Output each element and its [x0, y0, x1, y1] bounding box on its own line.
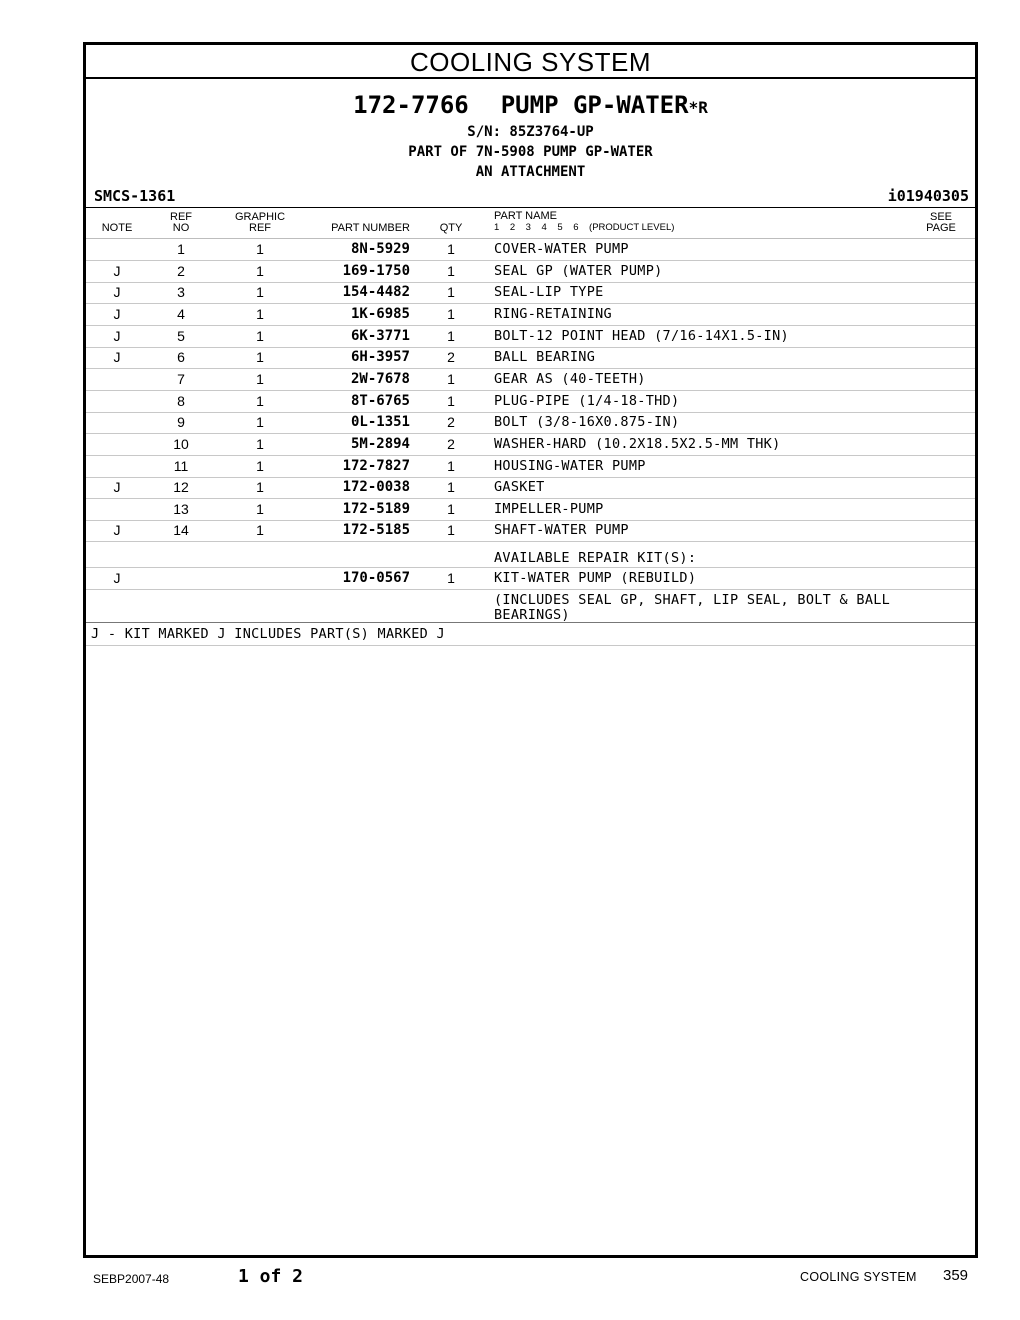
row-part-number: 172-5189 — [342, 500, 410, 517]
table-row — [86, 239, 975, 261]
table-row — [86, 326, 975, 348]
row-graphic-ref: 1 — [256, 392, 264, 409]
row-part-name: COVER-WATER PUMP — [494, 241, 629, 257]
row-qty: 1 — [447, 522, 455, 539]
row-qty: 1 — [447, 500, 455, 517]
table-row — [86, 412, 975, 434]
row-part-name: IMPELLER-PUMP — [494, 500, 604, 517]
row-ref-no: 8 — [177, 392, 185, 409]
header-part-name: PUMP GP-WATER — [500, 91, 689, 119]
table-row — [86, 369, 975, 391]
footer-document-number: SEBP2007-48 — [93, 1272, 170, 1286]
column-headers — [86, 209, 975, 239]
row-part-number: 6H-3957 — [350, 349, 410, 366]
kit-includes-row — [86, 590, 975, 623]
row-graphic-ref: 1 — [256, 500, 264, 517]
row-ref-no: 3 — [177, 284, 185, 301]
kit-heading-row — [86, 541, 975, 568]
row-ref-no: 6 — [177, 349, 185, 366]
row-part-name: SHAFT-WATER PUMP — [494, 522, 629, 539]
col-see-1: SEE — [929, 211, 952, 223]
illustration-id: i01940305 — [887, 187, 969, 205]
row-part-name: GEAR AS (40-TEETH) — [494, 370, 646, 387]
footer-page-count: 1 of 2 — [238, 1266, 304, 1287]
row-qty: 1 — [447, 284, 455, 301]
col-part-number: PART NUMBER — [331, 222, 410, 234]
col-see-2: PAGE — [926, 222, 956, 234]
row-part-name: GASKET — [494, 479, 545, 496]
smcs-code: SMCS-1361 — [94, 187, 176, 205]
row-qty: 1 — [447, 305, 455, 322]
row-graphic-ref: 1 — [256, 414, 264, 431]
row-ref-no: 1 — [177, 241, 185, 257]
table-row — [86, 499, 975, 521]
row-ref-no: 2 — [177, 262, 185, 279]
table-row — [86, 520, 975, 542]
row-note: J — [113, 522, 121, 539]
row-ref-no: 10 — [173, 435, 189, 452]
col-product-levels: 1 2 3 4 5 6 (PRODUCT LEVEL) — [494, 222, 675, 233]
row-graphic-ref: 1 — [256, 284, 264, 301]
kit-part-number: 170-0567 — [342, 570, 410, 586]
row-qty: 1 — [447, 327, 455, 344]
header-suffix: *R — [688, 98, 708, 117]
row-part-number: 169-1750 — [342, 262, 410, 279]
row-ref-no: 11 — [173, 457, 189, 474]
row-graphic-ref: 1 — [256, 522, 264, 539]
row-part-name: BOLT-12 POINT HEAD (7/16-14X1.5-IN) — [494, 327, 789, 344]
table-row — [86, 456, 975, 478]
table-row — [86, 347, 975, 369]
table-row — [86, 261, 975, 283]
row-qty: 1 — [447, 370, 455, 387]
header-title — [86, 91, 975, 122]
header-part-number: 172-7766 — [353, 91, 469, 119]
table-row — [86, 391, 975, 413]
row-ref-no: 4 — [177, 305, 185, 322]
kit-includes-1: (INCLUDES SEAL GP, SHAFT, LIP SEAL, BOLT & BALL — [494, 592, 891, 608]
kit-includes-2: BEARINGS) — [494, 607, 570, 623]
row-graphic-ref: 1 — [256, 305, 264, 322]
row-part-number: 5M-2894 — [350, 435, 410, 452]
row-part-number: 172-7827 — [342, 457, 410, 474]
table-row — [86, 434, 975, 456]
row-part-number: 172-5185 — [342, 522, 410, 539]
page-frame — [83, 42, 978, 1258]
row-qty: 2 — [447, 435, 455, 452]
row-graphic-ref: 1 — [256, 327, 264, 344]
row-graphic-ref: 1 — [256, 457, 264, 474]
row-note: J — [113, 327, 121, 344]
table-row — [86, 304, 975, 326]
row-note: J — [113, 479, 121, 496]
kit-row — [86, 568, 975, 590]
row-ref-no: 14 — [173, 522, 189, 539]
footer-section: COOLING SYSTEM — [800, 1270, 917, 1284]
row-graphic-ref: 1 — [256, 479, 264, 496]
row-qty: 1 — [447, 457, 455, 474]
row-note: J — [113, 262, 121, 279]
row-qty: 1 — [447, 241, 455, 257]
row-part-number: 2W-7678 — [350, 370, 410, 387]
footnote: J - KIT MARKED J INCLUDES PART(S) MARKED J — [91, 626, 445, 642]
row-qty: 2 — [447, 349, 455, 366]
row-part-name: BOLT (3/8-16X0.875-IN) — [494, 414, 680, 431]
row-graphic-ref: 1 — [256, 349, 264, 366]
row-graphic-ref: 1 — [256, 370, 264, 387]
footer-page-number: 359 — [943, 1267, 969, 1284]
col-part-name: PART NAME — [494, 210, 557, 222]
row-ref-no: 9 — [177, 414, 185, 431]
row-part-name: RING-RETAINING — [494, 305, 612, 322]
row-note: J — [113, 284, 121, 301]
row-note: J — [113, 305, 121, 322]
table-row — [86, 477, 975, 499]
col-qty: QTY — [439, 222, 463, 234]
row-note: J — [113, 349, 121, 366]
row-ref-no: 7 — [177, 370, 185, 387]
part-header — [86, 79, 975, 182]
footnote-row — [86, 623, 975, 646]
col-ref-1: REF — [170, 211, 192, 223]
kit-note: J — [113, 570, 121, 586]
row-part-number: 154-4482 — [342, 284, 410, 301]
table-row — [86, 282, 975, 304]
col-note: NOTE — [101, 222, 133, 234]
row-graphic-ref: 1 — [256, 262, 264, 279]
row-qty: 1 — [447, 392, 455, 409]
col-graphic-2: REF — [249, 222, 271, 234]
row-part-number: 6K-3771 — [350, 327, 410, 344]
row-part-number: 8T-6765 — [350, 392, 410, 409]
row-qty: 2 — [447, 414, 455, 431]
part-of: PART OF 7N-5908 PUMP GP-WATER — [408, 144, 653, 160]
row-qty: 1 — [447, 262, 455, 279]
kit-qty: 1 — [447, 570, 455, 586]
row-part-number: 8N-5929 — [350, 241, 410, 257]
row-graphic-ref: 1 — [256, 241, 264, 257]
row-qty: 1 — [447, 479, 455, 496]
section-title: COOLING SYSTEM — [86, 45, 975, 79]
row-ref-no: 5 — [177, 327, 185, 344]
kit-name: KIT-WATER PUMP (REBUILD) — [494, 570, 697, 586]
row-part-number: 0L-1351 — [350, 414, 410, 431]
row-ref-no: 13 — [173, 500, 189, 517]
row-part-number: 1K-6985 — [350, 305, 410, 322]
col-ref-2: NO — [172, 222, 190, 234]
row-part-name: SEAL GP (WATER PUMP) — [494, 262, 663, 279]
kit-heading: AVAILABLE REPAIR KIT(S): — [494, 550, 697, 566]
attachment-label: AN ATTACHMENT — [475, 164, 586, 180]
header-divider — [86, 207, 975, 208]
row-part-name: BALL BEARING — [494, 349, 596, 366]
row-graphic-ref: 1 — [256, 435, 264, 452]
row-part-number: 172-0038 — [342, 479, 410, 496]
row-part-name: WASHER-HARD (10.2X18.5X2.5-MM THK) — [494, 435, 781, 452]
serial-number: S/N: 85Z3764-UP — [467, 124, 594, 140]
row-part-name: PLUG-PIPE (1/4-18-THD) — [494, 392, 680, 409]
col-graphic-1: GRAPHIC — [234, 211, 286, 223]
row-part-name: SEAL-LIP TYPE — [494, 284, 604, 301]
row-ref-no: 12 — [173, 479, 189, 496]
row-part-name: HOUSING-WATER PUMP — [494, 457, 646, 474]
